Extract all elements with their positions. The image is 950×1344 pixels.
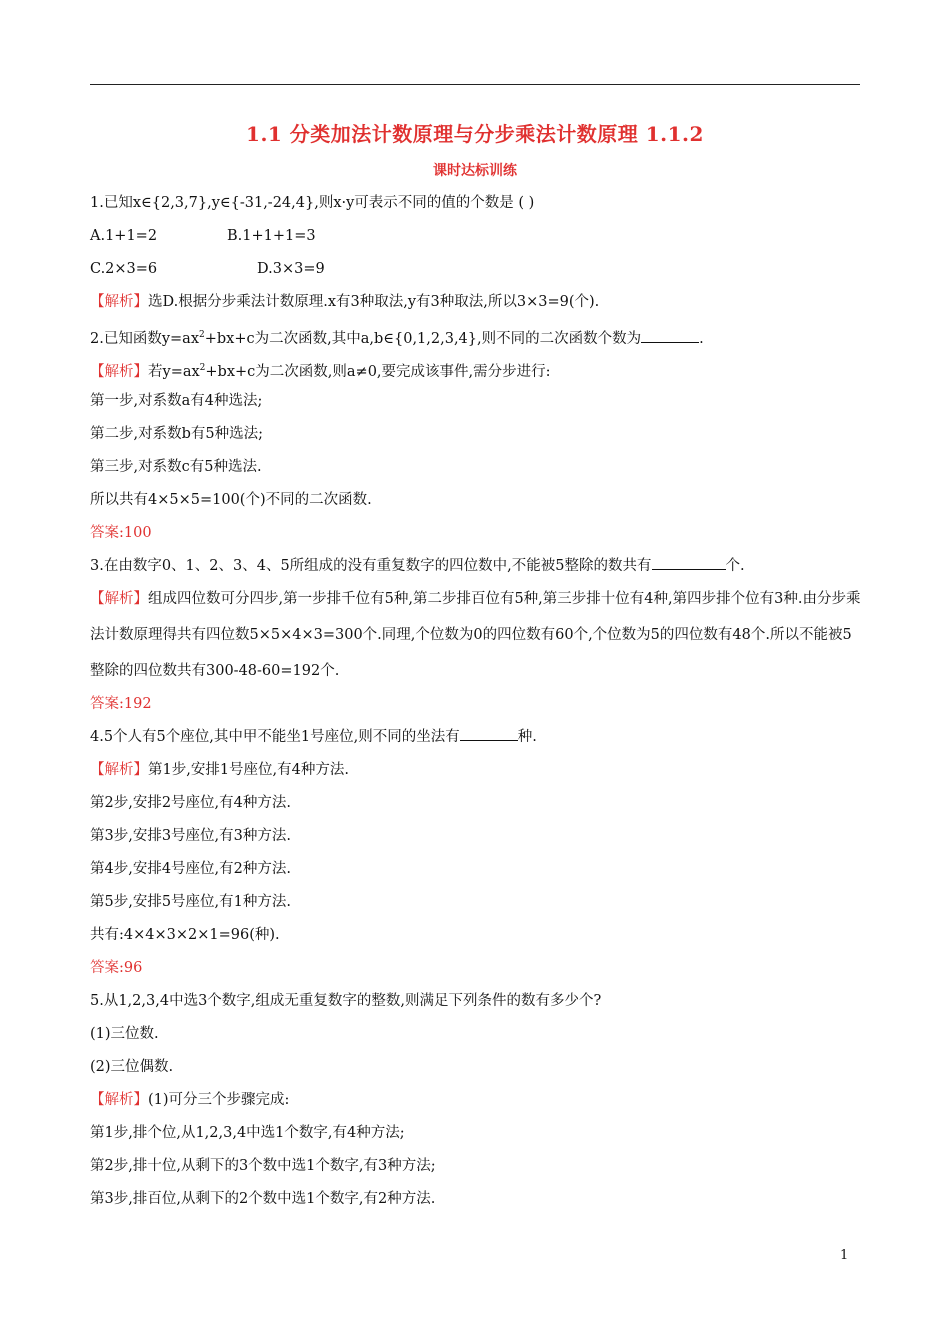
q1-analysis (90, 289, 862, 322)
q5-part-2: (2)三位偶数. (90, 1059, 174, 1075)
q2-analysis (90, 355, 862, 388)
q2-analysis-tag: 【解析】 (90, 363, 148, 380)
q3-analysis (90, 581, 862, 689)
q2-stem-end: . (699, 330, 704, 347)
q5-analysis-text: (1)可分三个步骤完成: (148, 1092, 290, 1108)
q2-analysis-part-b: +bx+c为二次函数,则a≠0,要完成该事件,需分步进行: (205, 363, 551, 380)
q4-stem (90, 724, 862, 757)
q4-analysis-tag: 【解析】 (90, 762, 148, 778)
q2-stem (90, 322, 862, 355)
q2-step-3: 第三步,对系数c有5种选法. (90, 459, 262, 475)
q5-step-1: 第1步,排个位,从1,2,3,4中选1个数字,有4种方法; (90, 1125, 405, 1141)
q5-step-3: 第3步,排百位,从剩下的2个数中选1个数字,有2种方法. (90, 1191, 436, 1207)
q3-analysis-tag: 【解析】 (90, 591, 148, 607)
q2-answer-blank (641, 326, 699, 343)
q3-analysis-text: 组成四位数可分四步,第一步排千位有5种,第二步排百位有5种,第三步排十位有4种,第四步排个位有3种.由分步乘法计数原理得共有四位数5×5×4×3=300个.同理,个位数为0的四位数有60个,个位数为5的四位数有48个.所以不能被5整除的四位数共有300-48-60=192个. (90, 591, 861, 679)
page-title: 1.1 分类加法计数原理与分步乘法计数原理 1.1.2 (246, 122, 704, 146)
page-number: 1 (840, 1248, 849, 1263)
q2-stem-part-b: +bx+c为二次函数,其中a,b∈{0,1,2,3,4},则不同的二次函数个数为 (204, 330, 642, 347)
q5-step-2: 第2步,排十位,从剩下的3个数中选1个数字,有3种方法; (90, 1158, 436, 1174)
q5-stem: 5.从1,2,3,4中选3个数字,组成无重复数字的整数,则满足下列条件的数有多少个? (90, 993, 602, 1009)
q5-analysis-tag: 【解析】 (90, 1092, 148, 1108)
q2-analysis-part-a: 若y=ax (148, 363, 200, 380)
q4-analysis (90, 757, 862, 790)
q4-stem-end: 种. (517, 729, 537, 745)
q4-step-3: 第3步,安排3号座位,有3种方法. (90, 828, 292, 844)
q5-analysis (90, 1087, 862, 1120)
q2-stem-superscript: 2 (199, 330, 205, 340)
q3-stem-end: 个. (725, 558, 745, 574)
header-rule (90, 84, 860, 85)
q3-stem-text: 3.在由数字0、1、2、3、4、5所组成的没有重复数字的四位数中,不能被5整除的数共有 (90, 558, 652, 574)
q3-answer: 答案:192 (90, 696, 152, 712)
q1-options-row-1 (90, 223, 862, 256)
q2-total: 所以共有4×5×5=100(个)不同的二次函数. (90, 492, 372, 508)
q1-stem: 1.已知x∈{2,3,7},y∈{-31,-24,4},则x·y可表示不同的值的个数是 ( ) (90, 195, 535, 211)
q2-step-1: 第一步,对系数a有4种选法; (90, 393, 263, 409)
q4-step-4: 第4步,安排4号座位,有2种方法. (90, 861, 292, 877)
q1-option-a: A.1+1=2 (90, 228, 158, 244)
q4-total: 共有:4×4×3×2×1=96(种). (90, 927, 280, 943)
q1-analysis-text: 选D.根据分步乘法计数原理.x有3种取法,y有3种取法,所以3×3=9(个). (148, 294, 600, 310)
q1-option-d: D.3×3=9 (257, 261, 325, 277)
document-body (90, 190, 862, 1219)
q1-options-row-2 (90, 256, 862, 289)
q3-answer-blank (652, 553, 726, 570)
q1-option-b: B.1+1+1=3 (227, 228, 316, 244)
q4-analysis-text: 第1步,安排1号座位,有4种方法. (148, 762, 350, 778)
q2-step-2: 第二步,对系数b有5种选法; (90, 426, 264, 442)
q2-analysis-superscript: 2 (199, 363, 206, 373)
page-subtitle: 课时达标训练 (433, 163, 517, 179)
q1-analysis-tag: 【解析】 (90, 294, 148, 310)
q5-part-1: (1)三位数. (90, 1026, 159, 1042)
q4-stem-text: 4.5个人有5个座位,其中甲不能坐1号座位,则不同的坐法有 (90, 729, 460, 745)
q4-step-5: 第5步,安排5号座位,有1种方法. (90, 894, 292, 910)
q4-answer: 答案:96 (90, 960, 143, 976)
q2-answer: 答案:100 (90, 525, 152, 541)
q4-answer-blank (460, 724, 518, 741)
q4-step-2: 第2步,安排2号座位,有4种方法. (90, 795, 292, 811)
q1-option-c: C.2×3=6 (90, 261, 158, 277)
q2-stem-part-a: 2.已知函数y=ax (90, 330, 199, 347)
